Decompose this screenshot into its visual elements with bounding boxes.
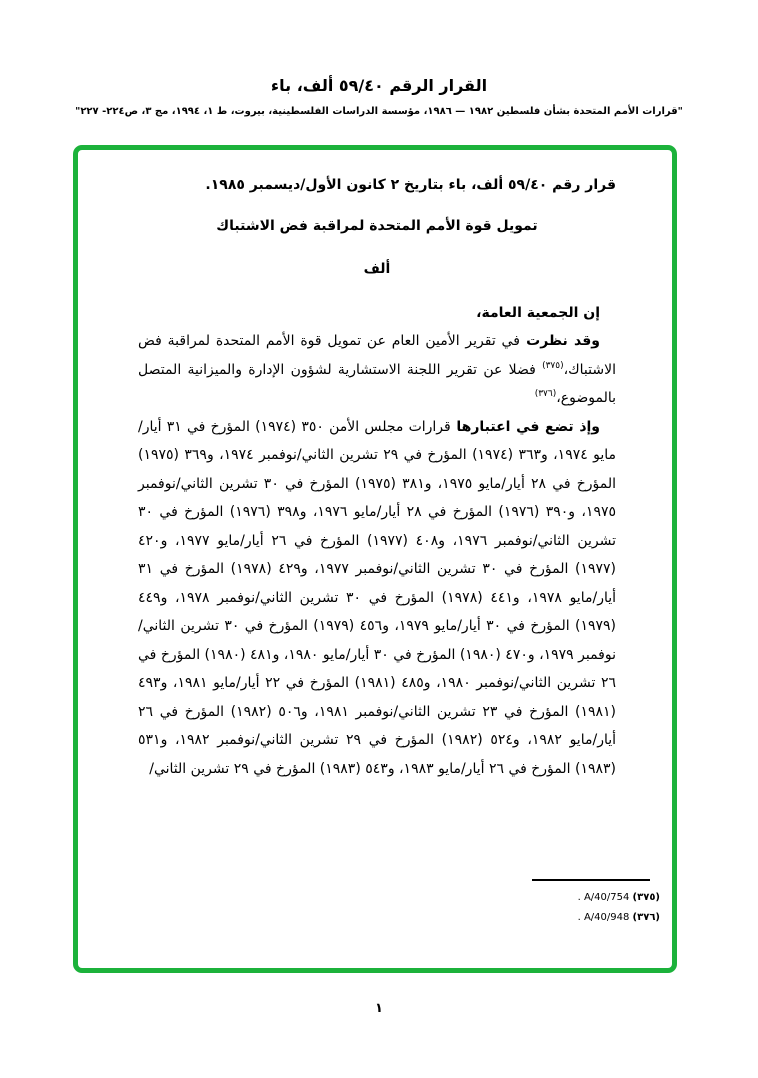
footnote-ref: (٣٧٦) [534, 389, 557, 399]
footnote-period: . [577, 892, 581, 903]
page-number: ١ [375, 1001, 383, 1016]
footnote-document-symbol: A/40/948 [580, 912, 633, 923]
footnote-item [532, 908, 660, 928]
page-title: القرار الرقم ٥٩/٤٠ ألف، باء [270, 76, 488, 95]
footnote-period: . [577, 912, 581, 923]
text-run: قرار رقم ٥٩/٤٠ ألف، باء بتاريخ ٢ كانون الأول/ديسمبر ١٩٨٥. [205, 177, 616, 193]
text-run: فضلا عن تقرير اللجنة الاستشارية لشؤون الإدارة والميزانية المتصل بالموضوع، [138, 361, 616, 406]
text-run: تمويل قوة الأمم المتحدة لمراقبة فض الاشتباك [216, 217, 538, 234]
resolution-paragraphs [78, 150, 672, 783]
resolution-title-heading [138, 212, 616, 241]
preamble-bearing-in-mind [138, 413, 616, 784]
resolution-number-paragraph [138, 171, 616, 200]
footnote-document-symbol: A/40/754 [580, 892, 633, 903]
footnote-marker: (٣٧٥) [632, 892, 660, 903]
text-run: في تقرير الأمين العام عن تمويل قوة الأمم المتحدة لمراقبة فض الاشتباك، [138, 333, 616, 378]
text-run: إن الجمعية العامة، [476, 304, 600, 321]
footnote-item [532, 888, 660, 908]
preamble-opening [138, 299, 616, 328]
text-run: قرارات مجلس الأمن ٣٥٠ (١٩٧٤) المؤرخ في ٣١ أيار/مايو ١٩٧٤، و٣٦٣ (١٩٧٤) المؤرخ في ٢٩ تشرين الثاني/نوفمبر ١٩٧٤، و٣٦٩ (١٩٧٥) المؤرخ في ٢٨ أيار/مايو ١٩٧٥، و٣٨١ (١٩٧٥) المؤرخ في ٣٠ تشرين الثاني/نوفمبر ١٩٧٥، و٣٩٠ (١٩٧٦) المؤرخ في ٢٨ أيار/مايو ١٩٧٦، و٣٩٨ (١٩٧٦) المؤرخ في ٣٠ تشرين الثاني/نوفمبر ١٩٧٦، و٤٠٨ (١٩٧٧) المؤرخ في ٢٦ أيار/مايو ١٩٧٧، و٤٢٠ (١٩٧٧) المؤرخ في ٣٠ تشرين الثاني/نوفمبر ١٩٧٧، و٤٢٩ (١٩٧٨) المؤرخ في ٣١ أيار/مايو ١٩٧٨، و٤٤١ (١٩٧٨) المؤرخ في ٣٠ تشرين الثاني/نوفمبر ١٩٧٨، و٤٤٩ (١٩٧٩) المؤرخ في ٣٠ أيار/مايو ١٩٧٩، و٤٥٦ (١٩٧٩) المؤرخ في ٣٠ تشرين الثاني/نوفمبر ١٩٧٩، و٤٧٠ (١٩٨٠) المؤرخ في ٣٠ أيار/مايو ١٩٨٠، و٤٨١ (١٩٨٠) المؤرخ في ٢٦ تشرين الثاني/نوفمبر ١٩٨٠، و٤٨٥ (١٩٨١) المؤرخ في ٢٢ أيار/مايو ١٩٨١، و٤٩٣ (١٩٨١) المؤرخ في ٢٣ تشرين الثاني/نوفمبر ١٩٨١، و٥٠٦ (١٩٨٢) المؤرخ في ٢٦ أيار/مايو ١٩٨٢، و٥٢٤ (١٩٨٢) المؤرخ في ٢٩ تشرين الثاني/نوفمبر ١٩٨٢، و٥٣١ (١٩٨٣) المؤرخ في ٢٦ أيار/مايو ١٩٨٣، و٥٤٣ (١٩٨٣) المؤرخ في ٢٩ تشرين الثاني/ [138, 418, 617, 777]
footnote-divider [532, 879, 650, 881]
footnotes-block [532, 879, 660, 928]
footnote-list [532, 888, 660, 928]
source-citation: "قرارات الأمم المتحدة بشأن فلسطين ١٩٨٢ — ١٩٨٦، مؤسسة الدراسات الفلسطينية، بيروت، ط ١، ١٩٩٤، مج ٣، ص٢٢٤- ٢٢٧" [75, 106, 683, 117]
text-run: وقد نظرت [519, 333, 600, 349]
section-heading-alef [138, 255, 616, 284]
footnote-marker: (٣٧٦) [632, 912, 660, 923]
page-header [0, 76, 758, 117]
text-run: ألف [363, 261, 391, 277]
text-run: وإذ تضع في اعتبارها [450, 418, 601, 435]
footnote-ref: (٣٧٥) [542, 360, 564, 371]
preamble-having-considered [138, 327, 616, 413]
resolution-box [73, 145, 677, 973]
